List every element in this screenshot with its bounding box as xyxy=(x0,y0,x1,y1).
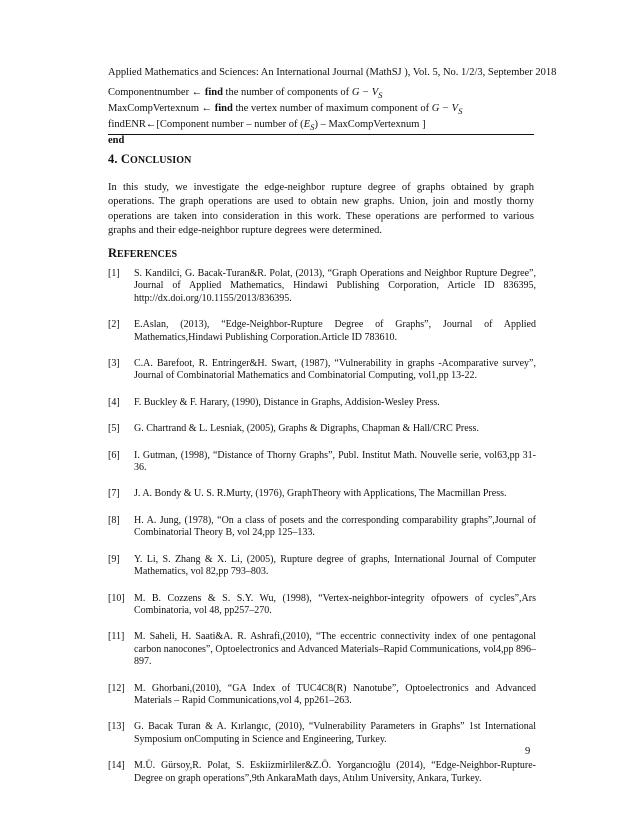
reference-number: [14] xyxy=(108,760,125,772)
divider-rule xyxy=(108,134,534,135)
algorithm-keyword: find xyxy=(214,103,233,115)
reference-text: M. Saheli, H. Saati&A. R. Ashrafi,(2010), “The eccentric connectivity index of one pentagonal carbon nanocones”, Optoelectronics and Advanced Materials–Rapid Communications, vol4,pp 896–897. xyxy=(134,631,536,668)
reference-number: [10] xyxy=(108,592,125,604)
reference-number: [12] xyxy=(108,682,125,694)
algorithm-text: findENR←[Component number – number of ( xyxy=(108,119,304,131)
reference-number: [3] xyxy=(108,358,120,370)
algorithm-line-1 xyxy=(108,86,534,102)
reference-item xyxy=(108,319,536,344)
reference-number: [1] xyxy=(108,268,120,279)
reference-text: M.Ü. Gürsoy,R. Polat, S. Eskiizmirliler&Z.Ö. Yorgancıoğlu (2014), “Edge-Neighbor-Rupture-Degree on graph operations”,9th AnkaraMath days, Atılım University, Ankara, Turkey. xyxy=(134,760,536,784)
reference-text: C.A. Barefoot, R. Entringer&H. Swart, (1987), “Vulnerability in graphs -Acomparative survey”, Journal of Combinatorial Mathematics and Combinatorial Computing, vol1,pp 13-22. xyxy=(134,358,536,382)
heading-initial: R xyxy=(108,246,118,260)
reference-number: [9] xyxy=(108,553,120,565)
reference-text: G. Chartrand & L. Lesniak, (2005), Graphs & Digraphs, Chapman & Hall/CRC Press. xyxy=(134,423,479,435)
reference-item xyxy=(108,358,536,383)
reference-item xyxy=(108,631,536,668)
reference-number: [5] xyxy=(108,423,120,435)
math-text: G − V xyxy=(431,103,459,115)
algorithm-text: ) – MaxCompVertexnum ] xyxy=(314,119,426,131)
heading-initial: C xyxy=(120,152,130,166)
math-subscript: S xyxy=(378,90,383,101)
algorithm-text: the vertex number of maximum component of xyxy=(232,103,432,115)
reference-text: F. Buckley & F. Harary, (1990), Distance in Graphs, Addision-Wesley Press. xyxy=(134,396,440,408)
reference-text: H. A. Jung, (1978), “On a class of posets and the corresponding comparability graphs”,Journal of Combinatorial Theory B, vol 24,pp 125–133. xyxy=(134,514,536,539)
reference-text: Y. Li, S. Zhang & X. Li, (2005), Rupture degree of graphs, International Journal of Computer Mathematics, vol 82,pp 793–803. xyxy=(134,553,536,578)
math-subscript: S xyxy=(458,106,463,117)
conclusion-paragraph: In this study, we investigate the edge-neighbor rupture degree of graphs obtained by graph operations. The graph operations are used to obtain new graphs. Union, join and mostly thorny operations are taken into consideration in this work. These operations are performed to various graphs and their edge-neighbor rupture degrees were determined. xyxy=(108,182,534,237)
running-head: Applied Mathematics and Sciences: An International Journal (MathSJ ), Vol. 5, No. 1/2/3, September 2018 xyxy=(108,67,557,78)
math-subscript: S xyxy=(310,122,315,133)
algorithm-keyword: find xyxy=(204,87,223,98)
reference-item xyxy=(108,721,536,746)
algorithm-block xyxy=(108,86,534,148)
algorithm-line-3 xyxy=(108,118,534,134)
algorithm-keyword: end xyxy=(108,135,125,147)
reference-number: [8] xyxy=(108,514,120,526)
heading-rest: EFERENCES xyxy=(117,249,178,260)
reference-item xyxy=(108,450,536,475)
math-text: E xyxy=(303,119,311,131)
reference-text: I. Gutman, (1998), “Distance of Thorny Graphs”, Publ. Institut Math. Nouvelle serie, vol63,pp 31-36. xyxy=(134,449,536,474)
reference-text: M. B. Cozzens & S. S.Y. Wu, (1998), “Vertex-neighbor-integrity ofpowers of cycles”,Ars Combinatoria, vol 48, pp257–270. xyxy=(134,592,536,616)
math-text: G − V xyxy=(351,87,379,98)
algorithm-end xyxy=(108,134,534,148)
reference-number: [13] xyxy=(108,721,125,733)
reference-item xyxy=(108,515,536,540)
reference-item xyxy=(108,760,536,785)
math-expression xyxy=(303,119,315,133)
reference-text: J. A. Bondy & U. S. R.Murty, (1976), GraphTheory with Applications, The Macmillan Press. xyxy=(134,488,507,500)
reference-text: G. Bacak Turan & A. Kırlangıc, (2010), “Vulnerability Parameters in Graphs” 1st International Symposium onComputing in Science and Engineering, Turkey. xyxy=(134,721,536,745)
reference-item xyxy=(108,488,536,500)
section-heading-references xyxy=(108,246,177,262)
reference-text: E.Aslan, (2013), “Edge-Neighbor-Rupture Degree of Graphs”, Journal of Applied Mathematics,Hindawi Publishing Corporation.Article ID 783610. xyxy=(134,319,536,343)
section-heading-conclusion xyxy=(108,151,191,169)
reference-item xyxy=(108,593,536,618)
reference-item xyxy=(108,397,536,409)
page-number: 9 xyxy=(525,746,531,757)
reference-number: [6] xyxy=(108,449,120,461)
reference-text: M. Ghorbani,(2010), “GA Index of TUC4C8(R) Nanotube”, Optoelectronics and Advanced Materials – Rapid Communications,vol 4, pp261–263. xyxy=(134,682,536,706)
math-expression xyxy=(351,87,383,101)
algorithm-line-2 xyxy=(108,102,534,118)
algorithm-text: the number of components of xyxy=(222,87,352,98)
reference-item xyxy=(108,268,536,305)
reference-item xyxy=(108,683,536,708)
reference-number: [11] xyxy=(108,631,125,643)
reference-number: [2] xyxy=(108,319,120,331)
algorithm-text: MaxCompVertexnum ← xyxy=(108,103,215,115)
reference-number: [4] xyxy=(108,396,120,408)
reference-number: [7] xyxy=(108,488,120,500)
reference-item xyxy=(108,554,536,579)
algorithm-text: Componentnumber ← xyxy=(108,87,205,98)
section-number: 4. xyxy=(108,152,121,166)
reference-list xyxy=(108,268,536,799)
reference-text: S. Kandilci, G. Bacak-Turan&R. Polat, (2013), “Graph Operations and Neighbor Rupture Degree”, Journal of Applied Mathematics, Hindawi Publishing Corporation, Article ID 836395, http://dx.doi.org/10.1155/2013/836395. xyxy=(134,268,536,304)
math-expression xyxy=(431,103,463,117)
heading-rest: ONCLUSION xyxy=(129,155,192,166)
reference-item xyxy=(108,423,536,435)
